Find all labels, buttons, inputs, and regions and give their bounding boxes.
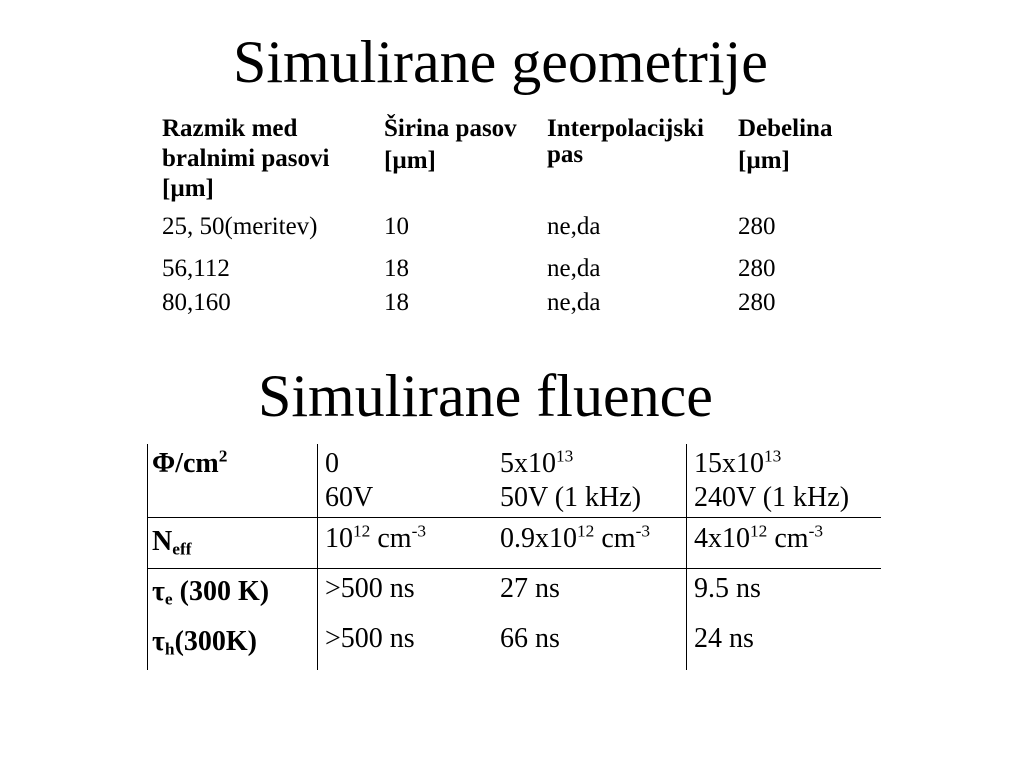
table-cell: ne,da — [547, 213, 601, 240]
tau-e-value: 27 ns — [500, 573, 560, 604]
neff-value-exp: 12 — [750, 521, 768, 541]
table-cell: 280 — [738, 213, 776, 240]
header-strip-width-unit: [µm] — [384, 147, 436, 174]
header-interpolation — [547, 114, 704, 170]
tau-e-value: 9.5 ns — [694, 573, 761, 604]
fluence-value-base: 0 — [325, 448, 339, 479]
grid-line — [317, 444, 318, 670]
grid-line — [147, 444, 148, 670]
tau-h-value: 24 ns — [694, 623, 754, 654]
table-cell: 280 — [738, 255, 776, 282]
label-tau-e-rest: (300 K) — [172, 576, 270, 607]
neff-value-unit: cm — [767, 523, 809, 554]
label-fluence-text: Φ/cm — [152, 448, 219, 479]
neff-value — [694, 523, 823, 555]
neff-value-exp: 12 — [353, 521, 371, 541]
table-cell: ne,da — [547, 289, 601, 316]
label-tau-e — [152, 576, 270, 609]
label-tau-h-symbol: τ — [152, 626, 165, 657]
fluence-value-base: 15x10 — [694, 448, 764, 479]
neff-value-unit: cm — [594, 523, 636, 554]
grid-line — [147, 568, 881, 569]
header-interpolation-line2: pas — [547, 141, 584, 168]
header-spacing-line1: Razmik med — [162, 115, 298, 142]
label-neff-text: N — [152, 526, 173, 557]
table-cell: 80,160 — [162, 289, 231, 316]
header-thickness-line1: Debelina — [738, 115, 833, 142]
label-tau-h-sub: h — [164, 639, 175, 659]
geometry-title: Simulirane geometrije — [233, 29, 768, 95]
header-spacing — [162, 114, 329, 204]
table-cell: 56,112 — [162, 255, 230, 282]
label-tau-e-symbol: τ — [152, 576, 165, 607]
neff-value — [500, 523, 650, 555]
fluence-value-exp: 13 — [764, 446, 782, 466]
label-neff-sub: eff — [172, 539, 192, 559]
tau-h-value: 66 ns — [500, 623, 560, 654]
fluence-title: Simulirane fluence — [258, 363, 713, 429]
neff-value-exp: 12 — [577, 521, 595, 541]
tau-e-value: >500 ns — [325, 573, 415, 604]
label-fluence-exp: 2 — [218, 446, 228, 466]
header-strip-width — [384, 114, 517, 176]
fluence-value — [325, 448, 339, 480]
tau-h-value: >500 ns — [325, 623, 415, 654]
neff-value-unit-exp: -3 — [411, 521, 427, 541]
fluence-value — [500, 448, 573, 480]
neff-value-unit-exp: -3 — [808, 521, 824, 541]
header-interpolation-line1: Interpolacijski — [547, 115, 704, 142]
header-spacing-unit: [µm] — [162, 175, 214, 202]
voltage-value: 50V (1 kHz) — [500, 482, 642, 513]
label-tau-e-sub: e — [164, 589, 173, 609]
neff-value-unit: cm — [370, 523, 412, 554]
neff-value-base: 10 — [325, 523, 353, 554]
table-cell: 25, 50(meritev) — [162, 213, 318, 240]
header-thickness — [738, 114, 832, 176]
label-tau-h — [152, 626, 257, 659]
label-neff — [152, 526, 192, 559]
fluence-value — [694, 448, 781, 480]
header-strip-width-line1: Širina pasov — [384, 115, 517, 142]
table-cell: 18 — [384, 255, 409, 282]
voltage-value: 240V (1 kHz) — [694, 482, 850, 513]
grid-line — [147, 517, 881, 518]
table-cell: ne,da — [547, 255, 601, 282]
neff-value-base: 4x10 — [694, 523, 750, 554]
neff-value-base: 0.9x10 — [500, 523, 577, 554]
fluence-value-base: 5x10 — [500, 448, 556, 479]
header-thickness-unit: [µm] — [738, 147, 790, 174]
header-spacing-line2: bralnimi pasovi — [162, 145, 330, 172]
voltage-value: 60V — [325, 482, 374, 513]
label-tau-h-rest: (300K) — [174, 626, 257, 657]
fluence-value-exp: 13 — [556, 446, 574, 466]
neff-value-unit-exp: -3 — [635, 521, 651, 541]
grid-line — [686, 444, 687, 670]
table-cell: 280 — [738, 289, 776, 316]
label-fluence — [152, 446, 228, 479]
table-cell: 18 — [384, 289, 409, 316]
neff-value — [325, 523, 426, 555]
table-cell: 10 — [384, 213, 409, 240]
